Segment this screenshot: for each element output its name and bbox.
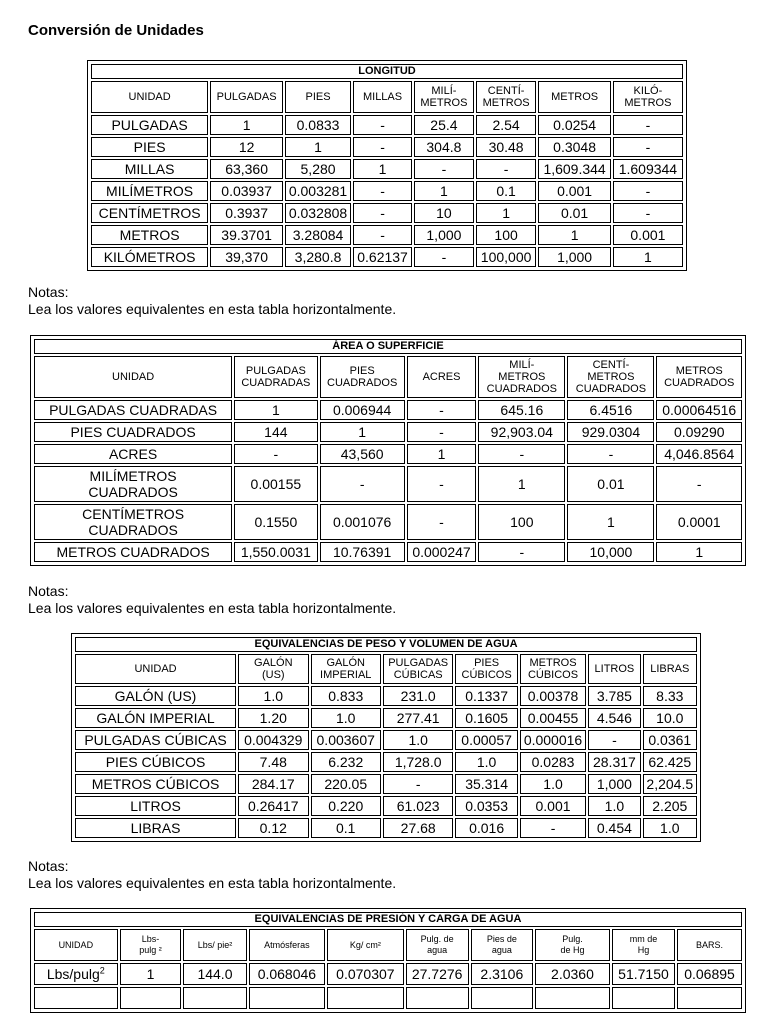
column-header: PIES CÚBICOS — [455, 654, 517, 684]
column-header: MILÍ- METROS — [414, 81, 474, 113]
table-cell: 277.41 — [383, 708, 453, 728]
table-cell: 0.0254 — [538, 115, 610, 135]
table-cell: MILÍMETROS CUADRADOS — [34, 466, 232, 502]
table-cell: 0.62137 — [353, 247, 412, 267]
table-cell: 6.4516 — [567, 400, 654, 420]
table-cell: 0.0353 — [455, 796, 517, 816]
table-cell: GALÓN (US) — [75, 686, 236, 706]
table-cell: ACRES — [34, 444, 232, 464]
column-header: Pulg. de Hg — [535, 929, 610, 961]
table-cell: 0.3048 — [538, 137, 610, 157]
table-cell: 39.3701 — [210, 225, 283, 245]
notes-block — [28, 858, 396, 892]
table-cell: 3,280.8 — [285, 247, 351, 267]
table-cell: 0.00064516 — [656, 400, 742, 420]
table-cell: 0.016 — [455, 818, 517, 838]
table-cell: 3.28084 — [285, 225, 351, 245]
table-row — [91, 181, 683, 201]
unit-superscript: 2 — [99, 965, 105, 976]
column-header: Lbs- pulg ² — [120, 929, 182, 961]
column-header: LITROS — [588, 654, 640, 684]
table-cell: 0.003281 — [285, 181, 351, 201]
table-cell — [327, 987, 403, 1009]
table-cell: 1.0 — [311, 708, 381, 728]
table-cell: 1.0 — [238, 686, 308, 706]
column-header: PULGADAS CUADRADAS — [234, 356, 317, 398]
column-header: KILÓ- METROS — [613, 81, 683, 113]
table-cell — [34, 987, 118, 1009]
table-cell: 645.16 — [478, 400, 565, 420]
table-cell: 0.0833 — [285, 115, 351, 135]
table-cell — [34, 963, 118, 985]
table-cell: 0.26417 — [238, 796, 308, 816]
column-header: PULGADAS CÚBICAS — [383, 654, 453, 684]
table-cell: - — [353, 115, 412, 135]
column-header: METROS CUADRADOS — [656, 356, 742, 398]
column-header: PULGADAS — [210, 81, 283, 113]
header-row — [75, 654, 697, 684]
table-cell: LIBRAS — [75, 818, 236, 838]
table-cell: PULGADAS — [91, 115, 208, 135]
table-cell: 1 — [210, 115, 283, 135]
table-cell: 144.0 — [183, 963, 246, 985]
table-cell: 0.1 — [476, 181, 537, 201]
table-row — [34, 400, 742, 420]
table-cell: 0.09290 — [656, 422, 742, 442]
table-cell: CENTÍMETROS CUADRADOS — [34, 504, 232, 540]
table-cell: 220.05 — [311, 774, 381, 794]
column-header: PIES CUADRADOS — [320, 356, 405, 398]
table-cell: 1.0 — [588, 796, 640, 816]
table-title: EQUIVALENCIAS DE PRESIÓN Y CARGA DE AGUA — [34, 912, 742, 927]
table-cell: 1 — [567, 504, 654, 540]
table-cell: - — [407, 422, 477, 442]
table-cell: 12 — [210, 137, 283, 157]
column-header: UNIDAD — [91, 81, 208, 113]
table-cell: 1 — [120, 963, 182, 985]
table-cell: 1.0 — [383, 730, 453, 750]
notes-block — [28, 284, 396, 318]
header-row — [34, 929, 742, 961]
table-cell: - — [407, 504, 477, 540]
table-cell: CENTÍMETROS — [91, 203, 208, 223]
table-cell: 0.06895 — [677, 963, 742, 985]
table-cell: 0.1337 — [455, 686, 517, 706]
table-cell: - — [588, 730, 640, 750]
table-title: LONGITUD — [91, 64, 683, 79]
table-cell: - — [407, 466, 477, 502]
table-row — [91, 247, 683, 267]
column-header: Lbs/ pie² — [183, 929, 246, 961]
table-cell: 1 — [234, 400, 317, 420]
table-cell: 43,560 — [320, 444, 405, 464]
table-cell: - — [520, 818, 586, 838]
table-cell: 0.1605 — [455, 708, 517, 728]
table-cell — [612, 987, 675, 1009]
table-cell: 1 — [478, 466, 565, 502]
table-cell: 1,000 — [414, 225, 474, 245]
table-cell: 1.0 — [643, 818, 697, 838]
table-cell: - — [613, 137, 683, 157]
table-cell: - — [414, 159, 474, 179]
table-row — [75, 796, 697, 816]
table-cell: 1 — [285, 137, 351, 157]
table-cell: 1 — [613, 247, 683, 267]
column-header: UNIDAD — [34, 356, 232, 398]
table-cell: 0.001 — [613, 225, 683, 245]
table-cell — [406, 987, 469, 1009]
table-cell: 1 — [414, 181, 474, 201]
table-cell: 0.833 — [311, 686, 381, 706]
table-cell: 0.454 — [588, 818, 640, 838]
table-cell: 51.7150 — [612, 963, 675, 985]
table-cell: 0.0283 — [520, 752, 586, 772]
table-row — [75, 818, 697, 838]
table-cell: 1.609344 — [613, 159, 683, 179]
column-header: GALÓN IMPERIAL — [311, 654, 381, 684]
column-header: Kg/ cm² — [327, 929, 403, 961]
table-cell: 0.220 — [311, 796, 381, 816]
table-cell — [471, 987, 533, 1009]
table-cell: METROS CUADRADOS — [34, 542, 232, 562]
notes-label: Notas: — [28, 858, 69, 874]
table-cell: 7.48 — [238, 752, 308, 772]
table-cell: 2.3106 — [471, 963, 533, 985]
notes-block — [28, 583, 396, 617]
table-cell: 61.023 — [383, 796, 453, 816]
table-cell: 1 — [353, 159, 412, 179]
table-cell — [249, 987, 325, 1009]
header-row — [91, 81, 683, 113]
table-row — [34, 444, 742, 464]
table-cell: 10.0 — [643, 708, 697, 728]
table-cell: 1 — [476, 203, 537, 223]
table-cell: - — [478, 444, 565, 464]
unit-label: Lbs/pulg — [46, 966, 100, 982]
table-cell: PULGADAS CUADRADAS — [34, 400, 232, 420]
table-row — [75, 774, 697, 794]
table-cell: METROS CÚBICOS — [75, 774, 236, 794]
table-cell: 0.068046 — [249, 963, 325, 985]
table-cell: - — [353, 203, 412, 223]
table-cell: 1,550.0031 — [234, 542, 317, 562]
table-cell: 0.001076 — [320, 504, 405, 540]
table-row — [34, 963, 742, 985]
table-cell: GALÓN IMPERIAL — [75, 708, 236, 728]
table-cell: PIES — [91, 137, 208, 157]
table-cell: KILÓMETROS — [91, 247, 208, 267]
table-cell: - — [320, 466, 405, 502]
column-header: CENTÍ- METROS — [476, 81, 537, 113]
table-cell: - — [613, 181, 683, 201]
column-header: mm de Hg — [612, 929, 675, 961]
table-cell: 27.68 — [383, 818, 453, 838]
table-row — [91, 159, 683, 179]
table-cell: 1.0 — [520, 774, 586, 794]
table-cell: 0.00155 — [234, 466, 317, 502]
table-cell — [120, 987, 182, 1009]
column-header: ACRES — [407, 356, 477, 398]
table-cell: 0.03937 — [210, 181, 283, 201]
table-cell: 100,000 — [476, 247, 537, 267]
table-cell: - — [613, 115, 683, 135]
table-cell: 0.00455 — [520, 708, 586, 728]
table-cell: 0.3937 — [210, 203, 283, 223]
table-cell: 0.006944 — [320, 400, 405, 420]
table-cell: 1 — [407, 444, 477, 464]
table-row — [34, 422, 742, 442]
table-row — [91, 225, 683, 245]
table-cell: 3.785 — [588, 686, 640, 706]
table-cell: 1.20 — [238, 708, 308, 728]
table-row — [75, 686, 697, 706]
table-cell: 0.004329 — [238, 730, 308, 750]
table-cell: 5,280 — [285, 159, 351, 179]
table-cell: 0.00057 — [455, 730, 517, 750]
table-row — [34, 542, 742, 562]
table-row — [91, 137, 683, 157]
table-row — [91, 203, 683, 223]
column-header: MILÍ- METROS CUADRADOS — [478, 356, 565, 398]
table-cell: 92,903.04 — [478, 422, 565, 442]
table-cell: - — [478, 542, 565, 562]
table-cell: 0.00378 — [520, 686, 586, 706]
table-cell — [677, 987, 742, 1009]
table-cell: 1,000 — [588, 774, 640, 794]
table-cell: 2.54 — [476, 115, 537, 135]
table-cell: 28.317 — [588, 752, 640, 772]
peso-volumen-table — [71, 633, 701, 842]
table-cell: - — [656, 466, 742, 502]
table-row — [75, 708, 697, 728]
table-cell: 1.0 — [455, 752, 517, 772]
table-cell: 4,046.8564 — [656, 444, 742, 464]
table-cell: 0.01 — [567, 466, 654, 502]
table-cell: 0.1550 — [234, 504, 317, 540]
table-row — [34, 987, 742, 1009]
table-title: ÁREA O SUPERFICIE — [34, 339, 742, 354]
column-header: METROS CÚBICOS — [520, 654, 586, 684]
column-header: LIBRAS — [643, 654, 697, 684]
table-cell: 0.12 — [238, 818, 308, 838]
table-cell: 0.032808 — [285, 203, 351, 223]
column-header: GALÓN (US) — [238, 654, 308, 684]
notes-text: Lea los valores equivalentes en esta tabla horizontalmente. — [28, 301, 397, 317]
table-cell: 39,370 — [210, 247, 283, 267]
column-header: Pulg. de agua — [406, 929, 469, 961]
table-cell: 144 — [234, 422, 317, 442]
column-header: MILLAS — [353, 81, 412, 113]
table-cell: 10 — [414, 203, 474, 223]
table-cell: 10.76391 — [320, 542, 405, 562]
notes-text: Lea los valores equivalentes en esta tabla horizontalmente. — [28, 875, 397, 891]
area-table — [30, 335, 746, 566]
table-cell: 1 — [538, 225, 610, 245]
table-cell: - — [567, 444, 654, 464]
table-cell: 2.0360 — [535, 963, 610, 985]
table-cell: - — [353, 225, 412, 245]
table-cell: - — [414, 247, 474, 267]
table-cell: 6.232 — [311, 752, 381, 772]
table-cell: - — [353, 137, 412, 157]
notes-label: Notas: — [28, 284, 69, 300]
table-cell: 0.001 — [520, 796, 586, 816]
table-cell: - — [383, 774, 453, 794]
column-header: CENTÍ- METROS CUADRADOS — [567, 356, 654, 398]
column-header: Atmósferas — [249, 929, 325, 961]
table-cell: 0.000016 — [520, 730, 586, 750]
table-cell: 1 — [320, 422, 405, 442]
table-cell: - — [476, 159, 537, 179]
table-cell: 1,609.344 — [538, 159, 610, 179]
table-cell: 2,204.5 — [643, 774, 697, 794]
table-cell: 0.001 — [538, 181, 610, 201]
table-cell: PULGADAS CÚBICAS — [75, 730, 236, 750]
table-row — [75, 752, 697, 772]
table-cell: 1,728.0 — [383, 752, 453, 772]
column-header: UNIDAD — [34, 929, 118, 961]
table-cell: - — [613, 203, 683, 223]
longitud-table — [87, 60, 687, 271]
column-header: METROS — [538, 81, 610, 113]
table-cell: - — [407, 400, 477, 420]
table-cell: 1 — [656, 542, 742, 562]
table-cell: LITROS — [75, 796, 236, 816]
table-cell: PIES CUADRADOS — [34, 422, 232, 442]
table-cell: 8.33 — [643, 686, 697, 706]
table-cell: 0.0361 — [643, 730, 697, 750]
table-cell: 35.314 — [455, 774, 517, 794]
table-cell: 0.0001 — [656, 504, 742, 540]
table-cell — [535, 987, 610, 1009]
presion-table — [30, 908, 746, 1013]
table-cell: PIES CÚBICOS — [75, 752, 236, 772]
table-cell: 27.7276 — [406, 963, 469, 985]
table-cell: 62.425 — [643, 752, 697, 772]
table-title: EQUIVALENCIAS DE PESO Y VOLUMEN DE AGUA — [75, 637, 697, 652]
table-row — [91, 115, 683, 135]
table-row — [34, 466, 742, 502]
table-cell: - — [353, 181, 412, 201]
table-cell: 63,360 — [210, 159, 283, 179]
page-title: Conversión de Unidades — [28, 22, 204, 39]
table-cell: 0.000247 — [407, 542, 477, 562]
table-cell: 2.205 — [643, 796, 697, 816]
table-cell: 0.003607 — [311, 730, 381, 750]
table-cell: 284.17 — [238, 774, 308, 794]
table-cell: 929.0304 — [567, 422, 654, 442]
table-cell: 231.0 — [383, 686, 453, 706]
column-header: PIES — [285, 81, 351, 113]
table-cell: 10,000 — [567, 542, 654, 562]
table-cell — [183, 987, 246, 1009]
table-cell: 0.01 — [538, 203, 610, 223]
column-header: Pies de agua — [471, 929, 533, 961]
table-cell: 100 — [478, 504, 565, 540]
column-header: UNIDAD — [75, 654, 236, 684]
table-cell: 30.48 — [476, 137, 537, 157]
table-row — [34, 504, 742, 540]
table-cell: - — [234, 444, 317, 464]
column-header: BARS. — [677, 929, 742, 961]
table-cell: MILLAS — [91, 159, 208, 179]
table-row — [75, 730, 697, 750]
notes-text: Lea los valores equivalentes en esta tabla horizontalmente. — [28, 600, 397, 616]
table-cell: 4.546 — [588, 708, 640, 728]
table-cell: MILÍMETROS — [91, 181, 208, 201]
table-cell: 0.070307 — [327, 963, 403, 985]
table-cell: 1,000 — [538, 247, 610, 267]
header-row — [34, 356, 742, 398]
table-cell: 0.1 — [311, 818, 381, 838]
table-cell: 304.8 — [414, 137, 474, 157]
notes-label: Notas: — [28, 583, 69, 599]
table-cell: 100 — [476, 225, 537, 245]
table-cell: METROS — [91, 225, 208, 245]
table-cell: 25.4 — [414, 115, 474, 135]
